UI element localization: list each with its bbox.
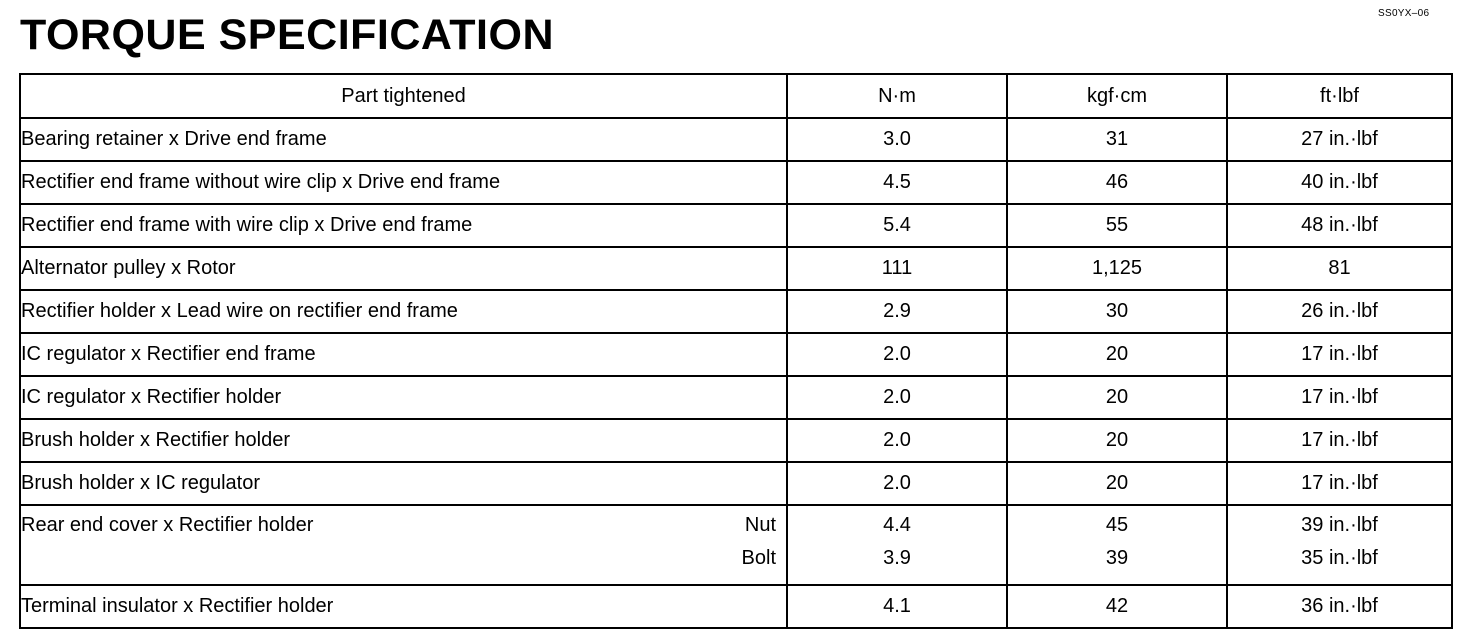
nut-nm: 4.4: [883, 514, 911, 536]
table-row: [20, 585, 1452, 628]
kgfcm-cell: [1007, 505, 1227, 585]
ftlbf-cell: 17 in.·lbf: [1227, 462, 1452, 505]
table-header-row: [20, 74, 1452, 118]
header-ftlbf: ft·lbf: [1227, 74, 1452, 118]
rear-cover-part-label: Rear end cover x Rectifier holder: [21, 514, 314, 536]
ftlbf-cell: 17 in.·lbf: [1227, 376, 1452, 419]
ftlbf-cell: 17 in.·lbf: [1227, 419, 1452, 462]
nm-cell: 2.0: [787, 419, 1007, 462]
nm-cell: 2.0: [787, 462, 1007, 505]
kgfcm-cell: 20: [1007, 333, 1227, 376]
page-title: TORQUE SPECIFICATION: [20, 11, 554, 59]
nm-cell: 2.0: [787, 376, 1007, 419]
ftlbf-cell: 17 in.·lbf: [1227, 333, 1452, 376]
table-row: [20, 290, 1452, 333]
bolt-nm: 3.9: [883, 547, 911, 569]
nut-label: Nut: [744, 514, 776, 536]
part-cell: IC regulator x Rectifier end frame: [20, 333, 787, 376]
part-cell: Rectifier holder x Lead wire on rectifier end frame: [20, 290, 787, 333]
part-cell: Brush holder x Rectifier holder: [20, 419, 787, 462]
header-part: Part tightened: [20, 74, 787, 118]
table-row: [20, 419, 1452, 462]
table-row: [20, 204, 1452, 247]
header-kgfcm: kgf·cm: [1007, 74, 1227, 118]
header-nm: N·m: [787, 74, 1007, 118]
part-cell: Rectifier end frame without wire clip x Drive end frame: [20, 161, 787, 204]
ftlbf-cell: [1227, 505, 1452, 585]
nm-cell: 111: [787, 247, 1007, 290]
table-row: [20, 118, 1452, 161]
document-code: SS0YX–06: [1378, 8, 1430, 19]
kgfcm-cell: 1,125: [1007, 247, 1227, 290]
ftlbf-cell: 81: [1227, 247, 1452, 290]
bolt-ftlbf: 35 in.·lbf: [1301, 547, 1378, 569]
kgfcm-cell: 20: [1007, 419, 1227, 462]
torque-table: [19, 73, 1453, 629]
table-row: [20, 462, 1452, 505]
part-cell: Brush holder x IC regulator: [20, 462, 787, 505]
nm-cell: 4.1: [787, 585, 1007, 628]
part-cell: Terminal insulator x Rectifier holder: [20, 585, 787, 628]
ftlbf-cell: 27 in.·lbf: [1227, 118, 1452, 161]
kgfcm-cell: 46: [1007, 161, 1227, 204]
part-cell: Bearing retainer x Drive end frame: [20, 118, 787, 161]
nm-cell: 3.0: [787, 118, 1007, 161]
kgfcm-cell: 20: [1007, 376, 1227, 419]
nm-cell: [787, 505, 1007, 585]
table-row: [20, 247, 1452, 290]
nm-cell: 4.5: [787, 161, 1007, 204]
nm-cell: 2.0: [787, 333, 1007, 376]
kgfcm-cell: 42: [1007, 585, 1227, 628]
kgfcm-cell: 20: [1007, 462, 1227, 505]
nm-cell: 5.4: [787, 204, 1007, 247]
ftlbf-cell: 48 in.·lbf: [1227, 204, 1452, 247]
kgfcm-cell: 31: [1007, 118, 1227, 161]
part-cell: IC regulator x Rectifier holder: [20, 376, 787, 419]
nm-cell: 2.9: [787, 290, 1007, 333]
part-cell: Rectifier end frame with wire clip x Drive end frame: [20, 204, 787, 247]
nut-ftlbf: 39 in.·lbf: [1301, 514, 1378, 536]
part-cell: Alternator pulley x Rotor: [20, 247, 787, 290]
table-row: [20, 333, 1452, 376]
kgfcm-cell: 30: [1007, 290, 1227, 333]
part-cell: [20, 505, 787, 585]
table-row: [20, 376, 1452, 419]
bolt-kgfcm: 39: [1105, 547, 1129, 569]
ftlbf-cell: 36 in.·lbf: [1227, 585, 1452, 628]
bolt-label: Bolt: [741, 547, 776, 569]
nut-kgfcm: 45: [1105, 514, 1129, 536]
kgfcm-cell: 55: [1007, 204, 1227, 247]
table-row: [20, 161, 1452, 204]
ftlbf-cell: 40 in.·lbf: [1227, 161, 1452, 204]
ftlbf-cell: 26 in.·lbf: [1227, 290, 1452, 333]
table-row-rear-cover: [20, 505, 1452, 585]
